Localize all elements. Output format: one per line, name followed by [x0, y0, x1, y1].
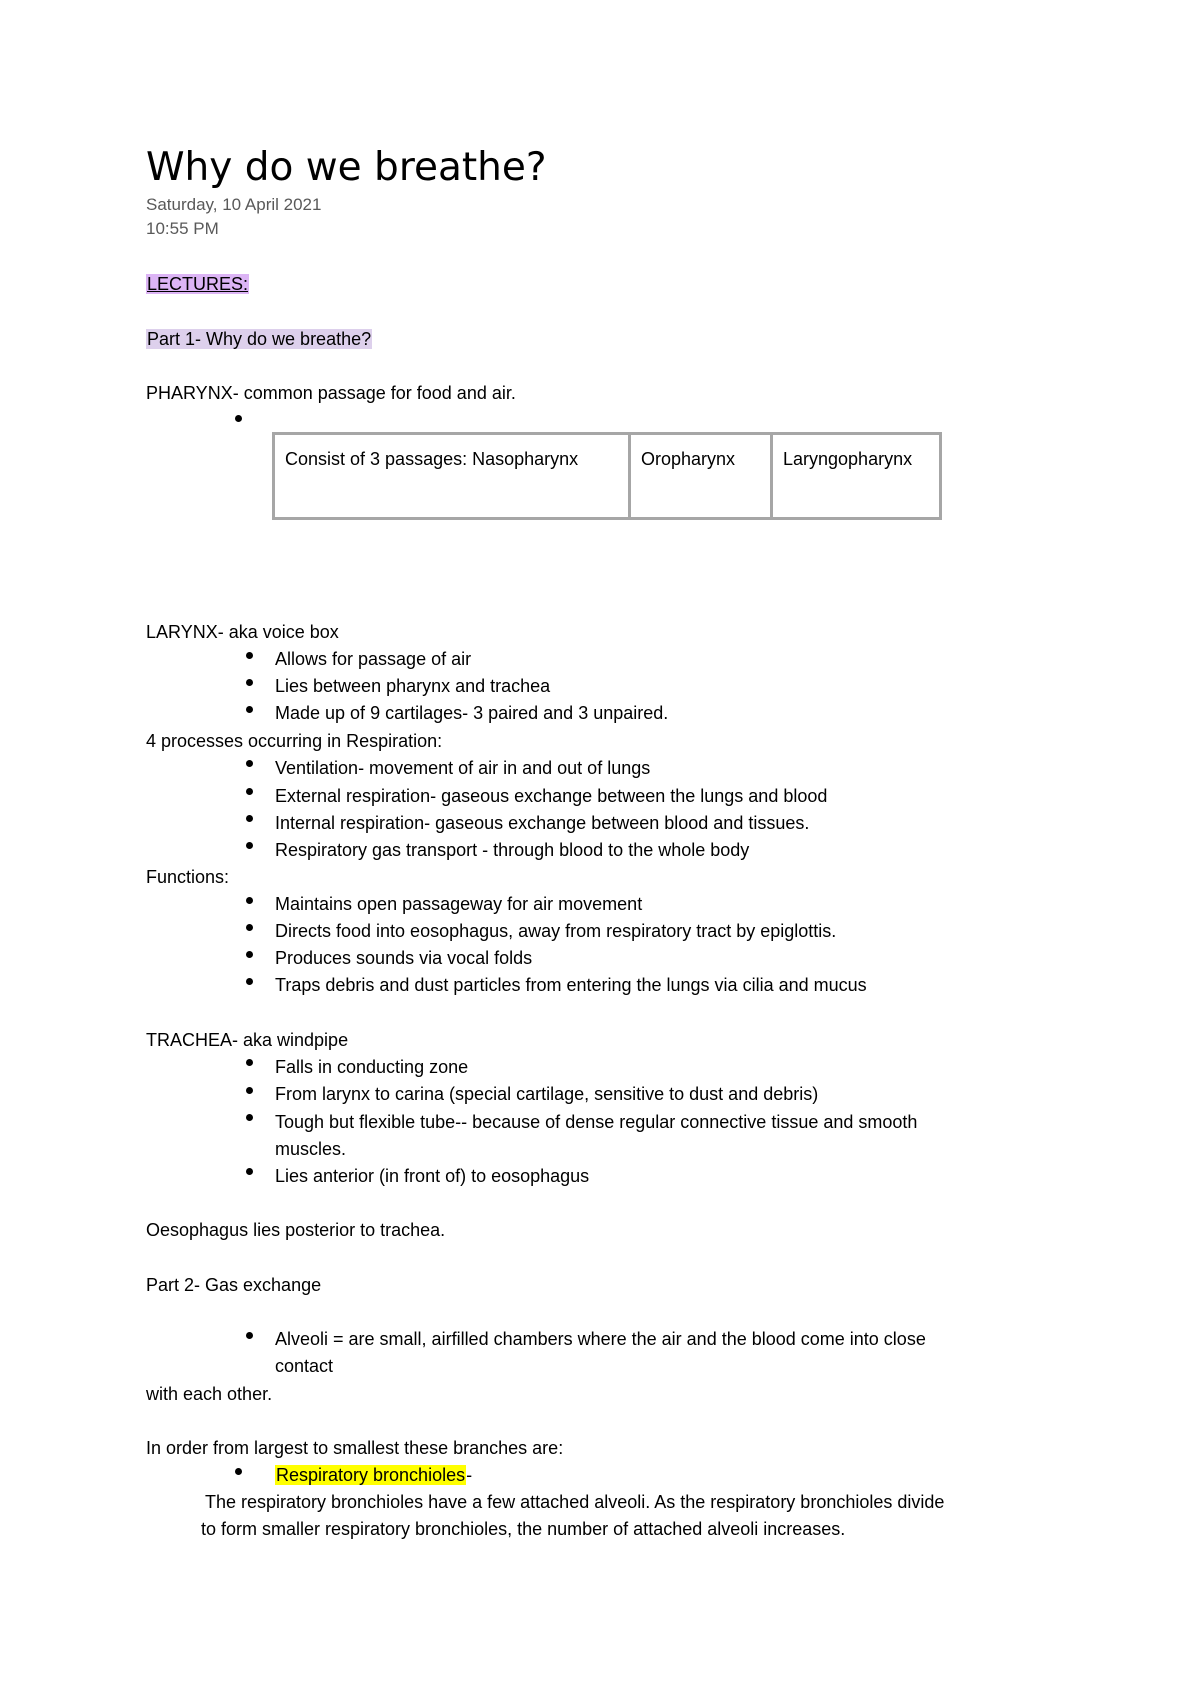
- processes-heading: 4 processes occurring in Respiration:: [146, 731, 443, 751]
- bullet-icon: [246, 924, 253, 931]
- alveoli-continuation: with each other.: [146, 1384, 273, 1404]
- bullet-icon: [235, 415, 242, 422]
- pharynx-table: [272, 432, 942, 520]
- bullet-icon: [246, 815, 253, 822]
- part1-heading: [146, 327, 372, 351]
- functions-heading: Functions:: [146, 867, 230, 887]
- table-row: [274, 434, 941, 519]
- list-item: Alveoli = are small, airfilled chambers where the air and the blood come into close: [275, 1329, 926, 1349]
- page-title: Why do we breathe?: [146, 145, 547, 190]
- key-term-highlight: Respiratory bronchioles: [276, 1465, 466, 1485]
- key-term-suffix: -: [466, 1465, 473, 1485]
- list-item: Maintains open passageway for air movement: [275, 894, 643, 914]
- table-cell: Oropharynx: [630, 434, 772, 519]
- bullet-icon: [246, 652, 253, 659]
- trachea-heading: TRACHEA- aka windpipe: [146, 1030, 349, 1050]
- list-item: Falls in conducting zone: [275, 1057, 469, 1077]
- bullet-icon: [246, 1059, 253, 1066]
- bullet-icon: [246, 842, 253, 849]
- page-date: Saturday, 10 April 2021: [146, 195, 322, 214]
- bullet-icon: [246, 978, 253, 985]
- list-item: Directs food into eosophagus, away from respiratory tract by epiglottis.: [275, 921, 837, 941]
- part1-heading-text: Part 1- Why do we breathe?: [147, 329, 372, 349]
- list-item: Produces sounds via vocal folds: [275, 948, 533, 968]
- list-item: Internal respiration- gaseous exchange between blood and tissues.: [275, 813, 810, 833]
- branches-description-line1: The respiratory bronchioles have a few attached alveoli. As the respiratory bronchioles divide: [205, 1492, 945, 1512]
- list-item: Made up of 9 cartilages- 3 paired and 3 unpaired.: [275, 703, 669, 723]
- oesophagus-note: Oesophagus lies posterior to trachea.: [146, 1220, 446, 1240]
- lectures-label: [146, 272, 249, 296]
- bullet-icon: [246, 679, 253, 686]
- page-time: 10:55 PM: [146, 219, 219, 238]
- list-item: Respiratory gas transport - through blood to the whole body: [275, 840, 750, 860]
- bullet-icon: [246, 1087, 253, 1094]
- list-item-continuation: contact: [275, 1356, 334, 1376]
- table-cell: Laryngopharynx: [772, 434, 941, 519]
- list-item: External respiration- gaseous exchange between the lungs and blood: [275, 786, 828, 806]
- lectures-label-text: LECTURES:: [147, 274, 249, 294]
- branches-description-line2: to form smaller respiratory bronchioles, the number of attached alveoli increases.: [201, 1519, 846, 1539]
- bullet-icon: [246, 1114, 253, 1121]
- list-item: Ventilation- movement of air in and out of lungs: [275, 758, 651, 778]
- list-item: [275, 1463, 472, 1487]
- part2-heading: Part 2- Gas exchange: [146, 1275, 322, 1295]
- bullet-icon: [246, 788, 253, 795]
- list-item: From larynx to carina (special cartilage, sensitive to dust and debris): [275, 1084, 819, 1104]
- bullet-icon: [246, 1332, 253, 1339]
- pharynx-heading: PHARYNX- common passage for food and air.: [146, 383, 516, 403]
- bullet-icon: [246, 951, 253, 958]
- list-item: Lies anterior (in front of) to eosophagus: [275, 1166, 590, 1186]
- bullet-icon: [235, 1468, 242, 1475]
- bullet-icon: [246, 1168, 253, 1175]
- list-item-continuation: muscles.: [275, 1139, 347, 1159]
- bullet-icon: [246, 760, 253, 767]
- bullet-icon: [246, 706, 253, 713]
- list-item: Allows for passage of air: [275, 649, 472, 669]
- list-item: Traps debris and dust particles from entering the lungs via cilia and mucus: [275, 975, 867, 995]
- list-item: Tough but flexible tube-- because of dense regular connective tissue and smooth: [275, 1112, 918, 1132]
- larynx-heading: LARYNX- aka voice box: [146, 622, 339, 642]
- table-cell: Consist of 3 passages: Nasopharynx: [274, 434, 630, 519]
- list-item: Lies between pharynx and trachea: [275, 676, 551, 696]
- bullet-icon: [246, 897, 253, 904]
- branches-heading: In order from largest to smallest these branches are:: [146, 1438, 564, 1458]
